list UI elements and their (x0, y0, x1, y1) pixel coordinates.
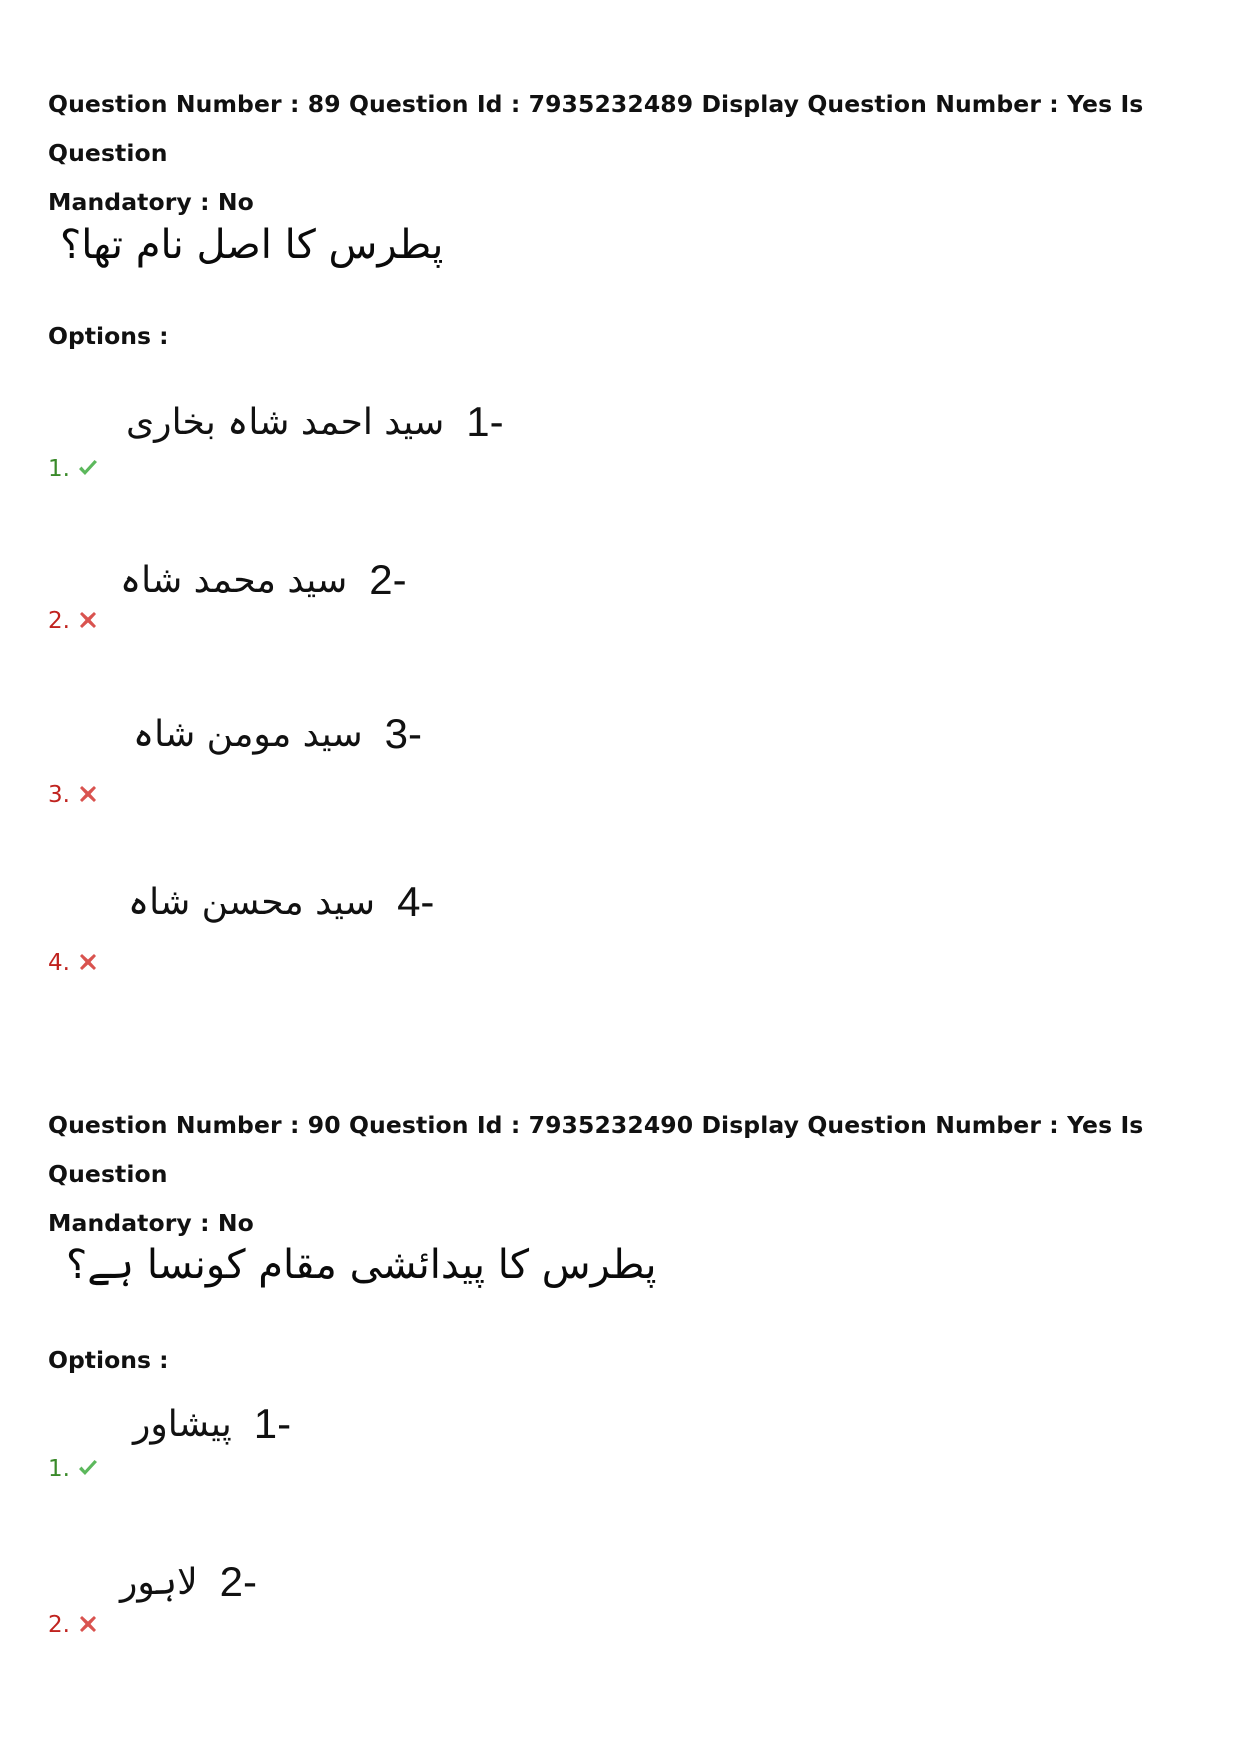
option-item (48, 1558, 848, 1678)
question-text-wrap (60, 222, 443, 268)
options-label: Options : (48, 1346, 169, 1374)
option-prefix: 2- (219, 1558, 257, 1605)
cross-icon (76, 950, 100, 974)
option-text: سید احمد شاہ بخاری (126, 401, 445, 443)
option-text: پیشاور (133, 1403, 232, 1445)
option-text: سید مومن شاہ (133, 713, 363, 755)
option-number: 3. (48, 782, 70, 808)
option-number: 2. (48, 1612, 70, 1638)
option-text: سید محسن شاہ (128, 881, 376, 923)
option-text: لاہور (120, 1561, 198, 1603)
option-prefix: 1- (466, 398, 504, 445)
question-header (48, 1101, 1198, 1248)
option-image (133, 710, 422, 758)
option-prefix: 4- (397, 878, 435, 925)
option-item (48, 1400, 848, 1520)
option-item (48, 398, 848, 518)
cross-icon (76, 1612, 100, 1636)
question-header-line1: Question Number : 89 Question Id : 7935232489 Display Question Number : Yes Is Question (48, 90, 1144, 167)
option-image (120, 1558, 257, 1606)
question-text: پطرس کا پیدائشی مقام کونسا ہے؟ (66, 1242, 657, 1288)
option-item (48, 556, 848, 676)
question-text: پطرس کا اصل نام تھا؟ (60, 222, 444, 268)
question-header-line2: Mandatory : No (48, 1209, 254, 1237)
question-block-90 (48, 1101, 1198, 1248)
option-prefix: 2- (369, 556, 407, 603)
option-item (48, 878, 848, 998)
option-prefix: 3- (384, 710, 422, 757)
option-image (128, 878, 434, 926)
check-icon (76, 1456, 100, 1480)
option-number: 1. (48, 1456, 70, 1482)
question-text-wrap (66, 1242, 657, 1288)
option-image (120, 556, 407, 604)
question-header (48, 80, 1198, 227)
option-number: 4. (48, 950, 70, 976)
options-label: Options : (48, 322, 169, 350)
cross-icon (76, 782, 100, 806)
question-header-line1: Question Number : 90 Question Id : 7935232490 Display Question Number : Yes Is Question (48, 1111, 1144, 1188)
question-block-89 (48, 80, 1198, 227)
option-item (48, 710, 848, 830)
check-icon (76, 456, 100, 480)
option-number: 2. (48, 608, 70, 634)
option-image (126, 398, 504, 446)
question-header-line2: Mandatory : No (48, 188, 254, 216)
option-image (133, 1400, 291, 1448)
cross-icon (76, 608, 100, 632)
option-prefix: 1- (253, 1400, 292, 1447)
option-number: 1. (48, 456, 70, 482)
option-text: سید محمد شاہ (120, 559, 348, 601)
